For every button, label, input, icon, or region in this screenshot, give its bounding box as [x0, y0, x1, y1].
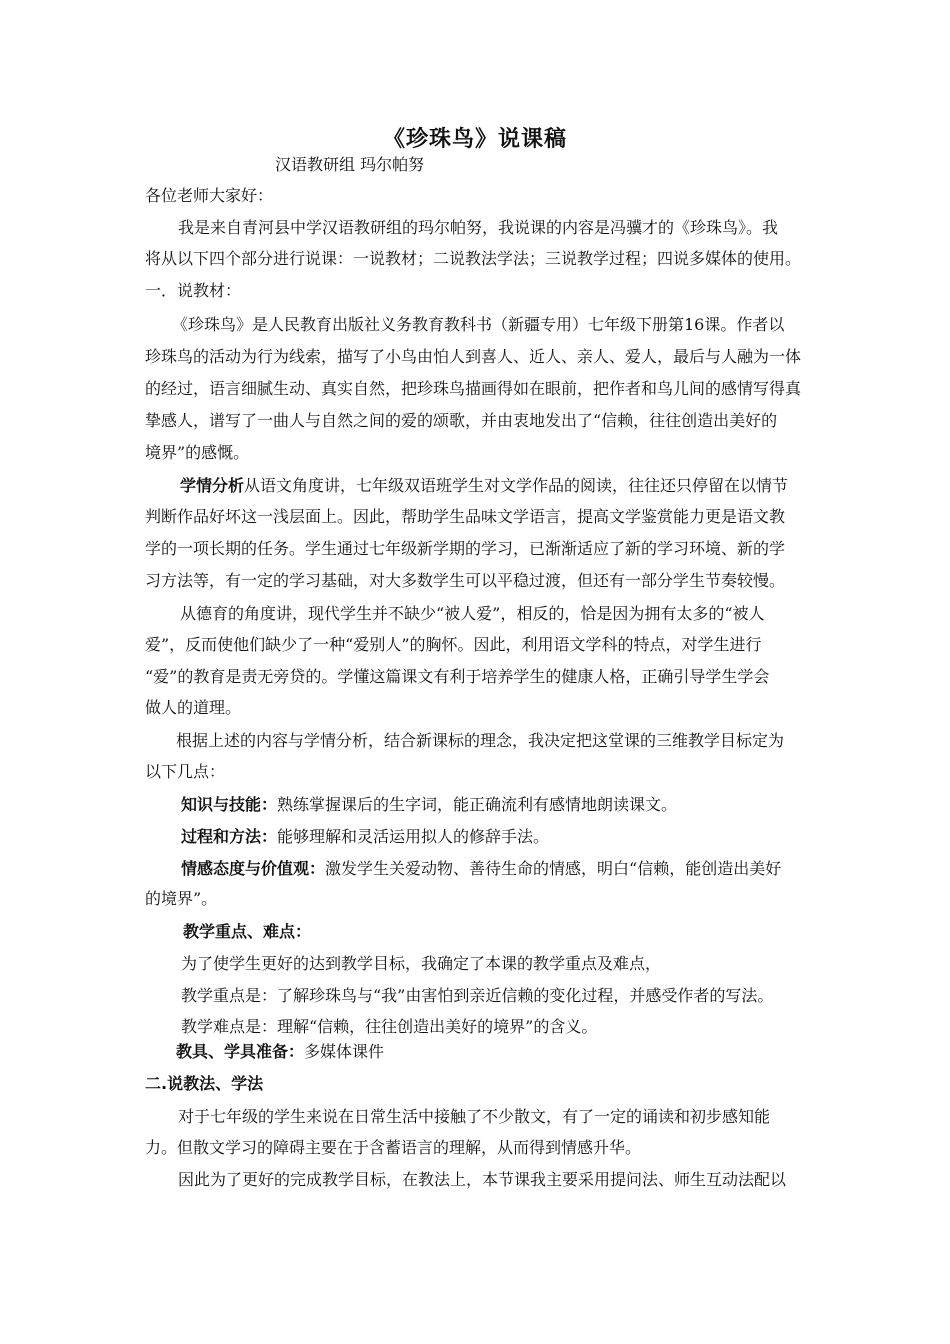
moral-line: 从德育的角度讲，现代学生并不缺少“被人爱”，相反的，恰是因为拥有太多的“被人 — [180, 604, 765, 623]
analysis-line-first — [180, 475, 788, 497]
moral-line: “爱”的教育是责无旁贷的。学懂这篇课文有利于培养学生的健康人格，正确引导学生学会 — [145, 667, 770, 686]
goal-emotion — [181, 858, 781, 880]
section1-heading: 一．说教材： — [145, 281, 242, 300]
textbook-line: 的经过，语言细腻生动、真实自然，把珍珠鸟描画得如在眼前，把作者和鸟儿间的感情写得真 — [145, 379, 802, 398]
greeting: 各位老师大家好： — [145, 186, 274, 205]
difficult-point: 教学难点是：理解“信赖，往往创造出美好的境界”的含义。 — [181, 1017, 598, 1036]
goal-process — [181, 826, 549, 848]
goal-text: 激发学生关爱动物、善待生命的情感，明白“信赖，能创造出美好 — [325, 859, 782, 878]
goal-text: 能够理解和灵活运用拟人的修辞手法。 — [277, 827, 550, 846]
document-title: 《珍珠鸟》说课稿 — [382, 127, 567, 152]
analysis-line: 判断作品好坏这一浅层面上。因此，帮助学生品味文学语言，提高文学鉴赏能力更是语文教 — [145, 507, 786, 526]
goals-intro-line: 以下几点： — [145, 762, 226, 781]
goal-label: 过程和方法： — [181, 827, 278, 846]
method-line: 力。但散文学习的障碍主要在于含蓄语言的理解，从而得到情感升华。 — [145, 1138, 642, 1157]
section2-heading: 二.说教法、学法 — [145, 1074, 264, 1093]
goal-knowledge — [181, 794, 677, 816]
goal-label: 情感态度与价值观： — [181, 859, 326, 878]
intro-line: 将从以下四个部分进行说课：一说教材；二说教法学法；三说教学过程；四说多媒体的使用。 — [145, 249, 802, 268]
method-line: 对于七年级的学生来说在日常生活中接触了不少散文，有了一定的诵读和初步感知能 — [178, 1107, 771, 1126]
textbook-line: 珍珠鸟的活动为行为线索，描写了小鸟由怕人到喜人、近人、亲人、爱人，最后与人融为一体 — [145, 347, 802, 366]
method-line: 因此为了更好的完成教学目标，在教法上，本节课我主要采用提问法、师生互动法配以 — [178, 1170, 787, 1189]
moral-line: 爱”，反而使他们缺少了一种“爱别人”的胸怀。因此，利用语文学科的特点，对学生进行 — [145, 635, 762, 654]
analysis-line: 习方法等，有一定的学习基础，对大多数学生可以平稳过渡，但还有一部分学生节奏较慢。 — [145, 571, 786, 590]
goal-emotion-cont: 的境界”。 — [145, 889, 218, 908]
goals-intro-line: 根据上述的内容与学情分析，结合新课标的理念，我决定把这堂课的三维教学目标定为 — [176, 731, 785, 750]
goal-text: 熟练掌握课后的生字词，能正确流利有感情地朗读课文。 — [277, 795, 678, 814]
textbook-line: 《珍珠鸟》是人民教育出版社义务教育教科书（新疆专用）七年级下册第16课。作者以 — [172, 315, 785, 334]
textbook-line: 境界”的感慨。 — [145, 443, 250, 462]
tools-line — [176, 1041, 384, 1063]
tools-text: 多媒体课件 — [304, 1042, 385, 1061]
analysis-label: 学情分析 — [180, 476, 245, 495]
key-heading: 教学重点、难点： — [183, 922, 312, 941]
goal-label: 知识与技能： — [181, 795, 278, 814]
textbook-line: 挚感人，谱写了一曲人与自然之间的爱的颂歌，并由衷地发出了“信赖，往往创造出美好的 — [145, 411, 778, 430]
tools-label: 教具、学具准备： — [176, 1042, 305, 1061]
key-intro: 为了使学生更好的达到教学目标，我确定了本课的教学重点及难点， — [181, 954, 662, 973]
analysis-line: 学的一项长期的任务。学生通过七年级新学期的学习，已渐渐适应了新的学习环境、新的学 — [145, 539, 786, 558]
key-point: 教学重点是：了解珍珠鸟与“我”由害怕到亲近信赖的变化过程，并感受作者的写法。 — [181, 986, 774, 1005]
moral-line: 做人的道理。 — [145, 698, 242, 717]
intro-line: 我是来自青河县中学汉语教研组的玛尔帕努，我说课的内容是冯骥才的《珍珠鸟》。我 — [178, 218, 779, 237]
author-line: 汉语教研组 玛尔帕努 — [275, 155, 425, 174]
analysis-text: 从语文角度讲，七年级双语班学生对文学作品的阅读，往往还只停留在以情节 — [244, 476, 789, 495]
